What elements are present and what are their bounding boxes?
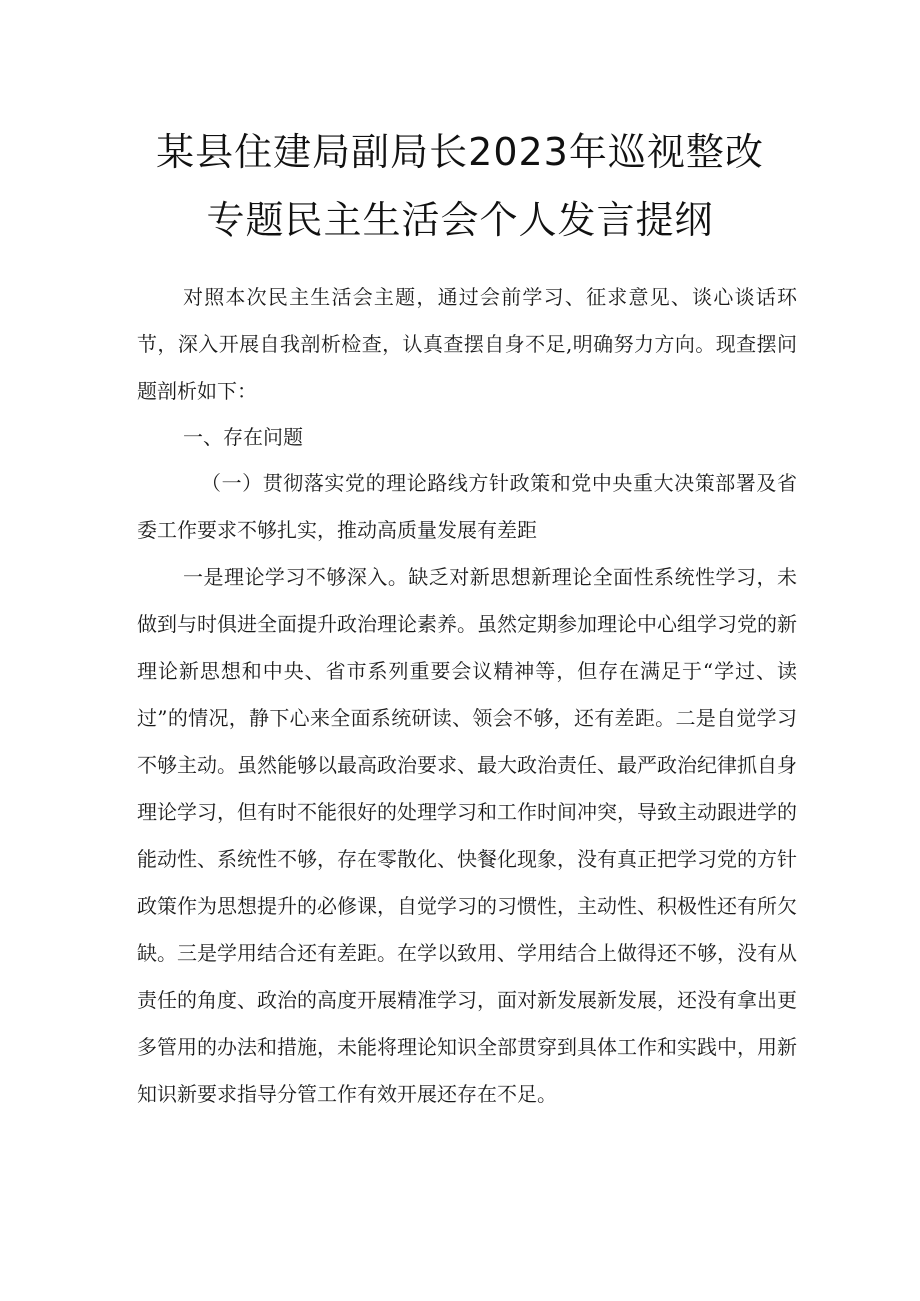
- section-heading-existing-problems: 一、存在问题: [183, 425, 303, 449]
- body-paragraph-1: 一是理论学习不够深入。缺乏对新思想新理论全面性系统性学习，未做到与时俱进全面提升政治理论素养。虽然定期参加理论中心组学习党的新理论新思想和中央、省市系列重要会议精神等，但存在满足于“学过、读过”的情况，静下心来全面系统研读、领会不够，还有差距。二是自觉学习不够主动。虽然能够以最高政治要求、最大政治责任、最严政治纪律抓自身理论学习，但有时不能很好的处理学习和工作时间冲突，导致主动跟进学的能动性、系统性不够，存在零散化、快餐化现象，没有真正把学习党的方针政策作为思想提升的必修课，自觉学习的习惯性，主动性、积极性还有所欠缺。三是学用结合还有差距。在学以致用、学用结合上做得还不够，没有从责任的角度、政治的高度开展精准学习，面对新发展新发展，还没有拿出更多管用的办法和措施，未能将理论知识全部贯穿到具体工作和实践中，用新知识新要求指导分管工作有效开展还存在不足。: [137, 565, 797, 1106]
- intro-paragraph: 对照本次民主生活会主题，通过会前学习、征求意见、谈心谈话环节，深入开展自我剖析检查，认真查摆自身不足,明确努力方向。现查摆问题剖析如下：: [137, 285, 797, 403]
- document-title-line2: 专题民主生活会个人发言提纲: [206, 198, 714, 242]
- body-paragraph-block: [137, 554, 797, 1118]
- subsection-heading-1: （一）贯彻落实党的理论路线方针政策和党中央重大决策部署及省委工作要求不够扎实，推动高质量发展有差距: [137, 471, 797, 542]
- document-title-line1: 某县住建局副局长2023年巡视整改: [156, 130, 764, 174]
- intro-paragraph-block: [137, 274, 797, 415]
